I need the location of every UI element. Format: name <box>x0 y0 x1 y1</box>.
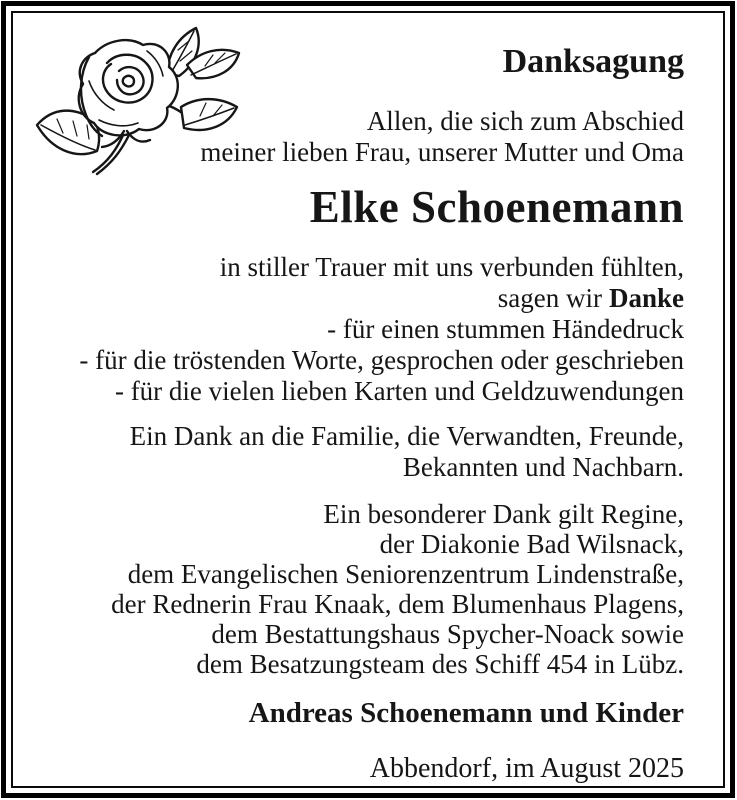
special-thanks-paragraph <box>29 499 684 679</box>
special-thanks-line: Ein besonderer Dank gilt Regine, <box>323 499 684 529</box>
thanks-item: - für die vielen lieben Karten und Geldzuwendungen <box>114 376 684 406</box>
family-thanks-line: Ein Dank an die Familie, die Verwandten, Freunde, <box>129 421 684 451</box>
special-thanks-line: dem Besatzungsteam des Schiff 454 in Lübz. <box>196 649 684 679</box>
special-thanks-line: dem Evangelischen Seniorenzentrum Lindenstraße, <box>127 559 684 589</box>
thanks-line <box>29 283 684 314</box>
intro-line-2: meiner lieben Frau, unserer Mutter und Oma <box>200 137 684 167</box>
notice-inner-border <box>11 11 725 788</box>
family-thanks-line: Bekannten und Nachbarn. <box>402 452 684 482</box>
special-thanks-line: dem Bestattungshaus Spycher-Noack sowie <box>211 619 684 649</box>
notice-title: Danksagung <box>502 43 684 80</box>
thanks-paragraph <box>29 252 684 407</box>
deceased-name: Elke Schoenemann <box>309 182 684 232</box>
special-thanks-line: der Rednerin Frau Knaak, dem Blumenhaus Plagens, <box>111 589 684 619</box>
intro-line-1: Allen, die sich zum Abschied <box>366 106 684 136</box>
notice-text-column <box>29 26 684 784</box>
intro-paragraph <box>29 106 684 168</box>
thanks-prefix: sagen wir <box>497 283 602 313</box>
family-thanks-paragraph <box>29 421 684 483</box>
place-and-date: Abbendorf, im August 2025 <box>369 753 684 784</box>
after-name-line: in stiller Trauer mit uns verbunden fühlten, <box>219 252 684 282</box>
special-thanks-line: der Diakonie Bad Wilsnack, <box>379 529 684 559</box>
thanks-word: Danke <box>608 283 684 313</box>
signature: Andreas Schoenemann und Kinder <box>248 697 684 729</box>
notice-outer-border <box>1 1 735 798</box>
thanks-item: - für die tröstenden Worte, gesprochen oder geschrieben <box>79 345 684 375</box>
thanks-item: - für einen stummen Händedruck <box>327 314 684 344</box>
